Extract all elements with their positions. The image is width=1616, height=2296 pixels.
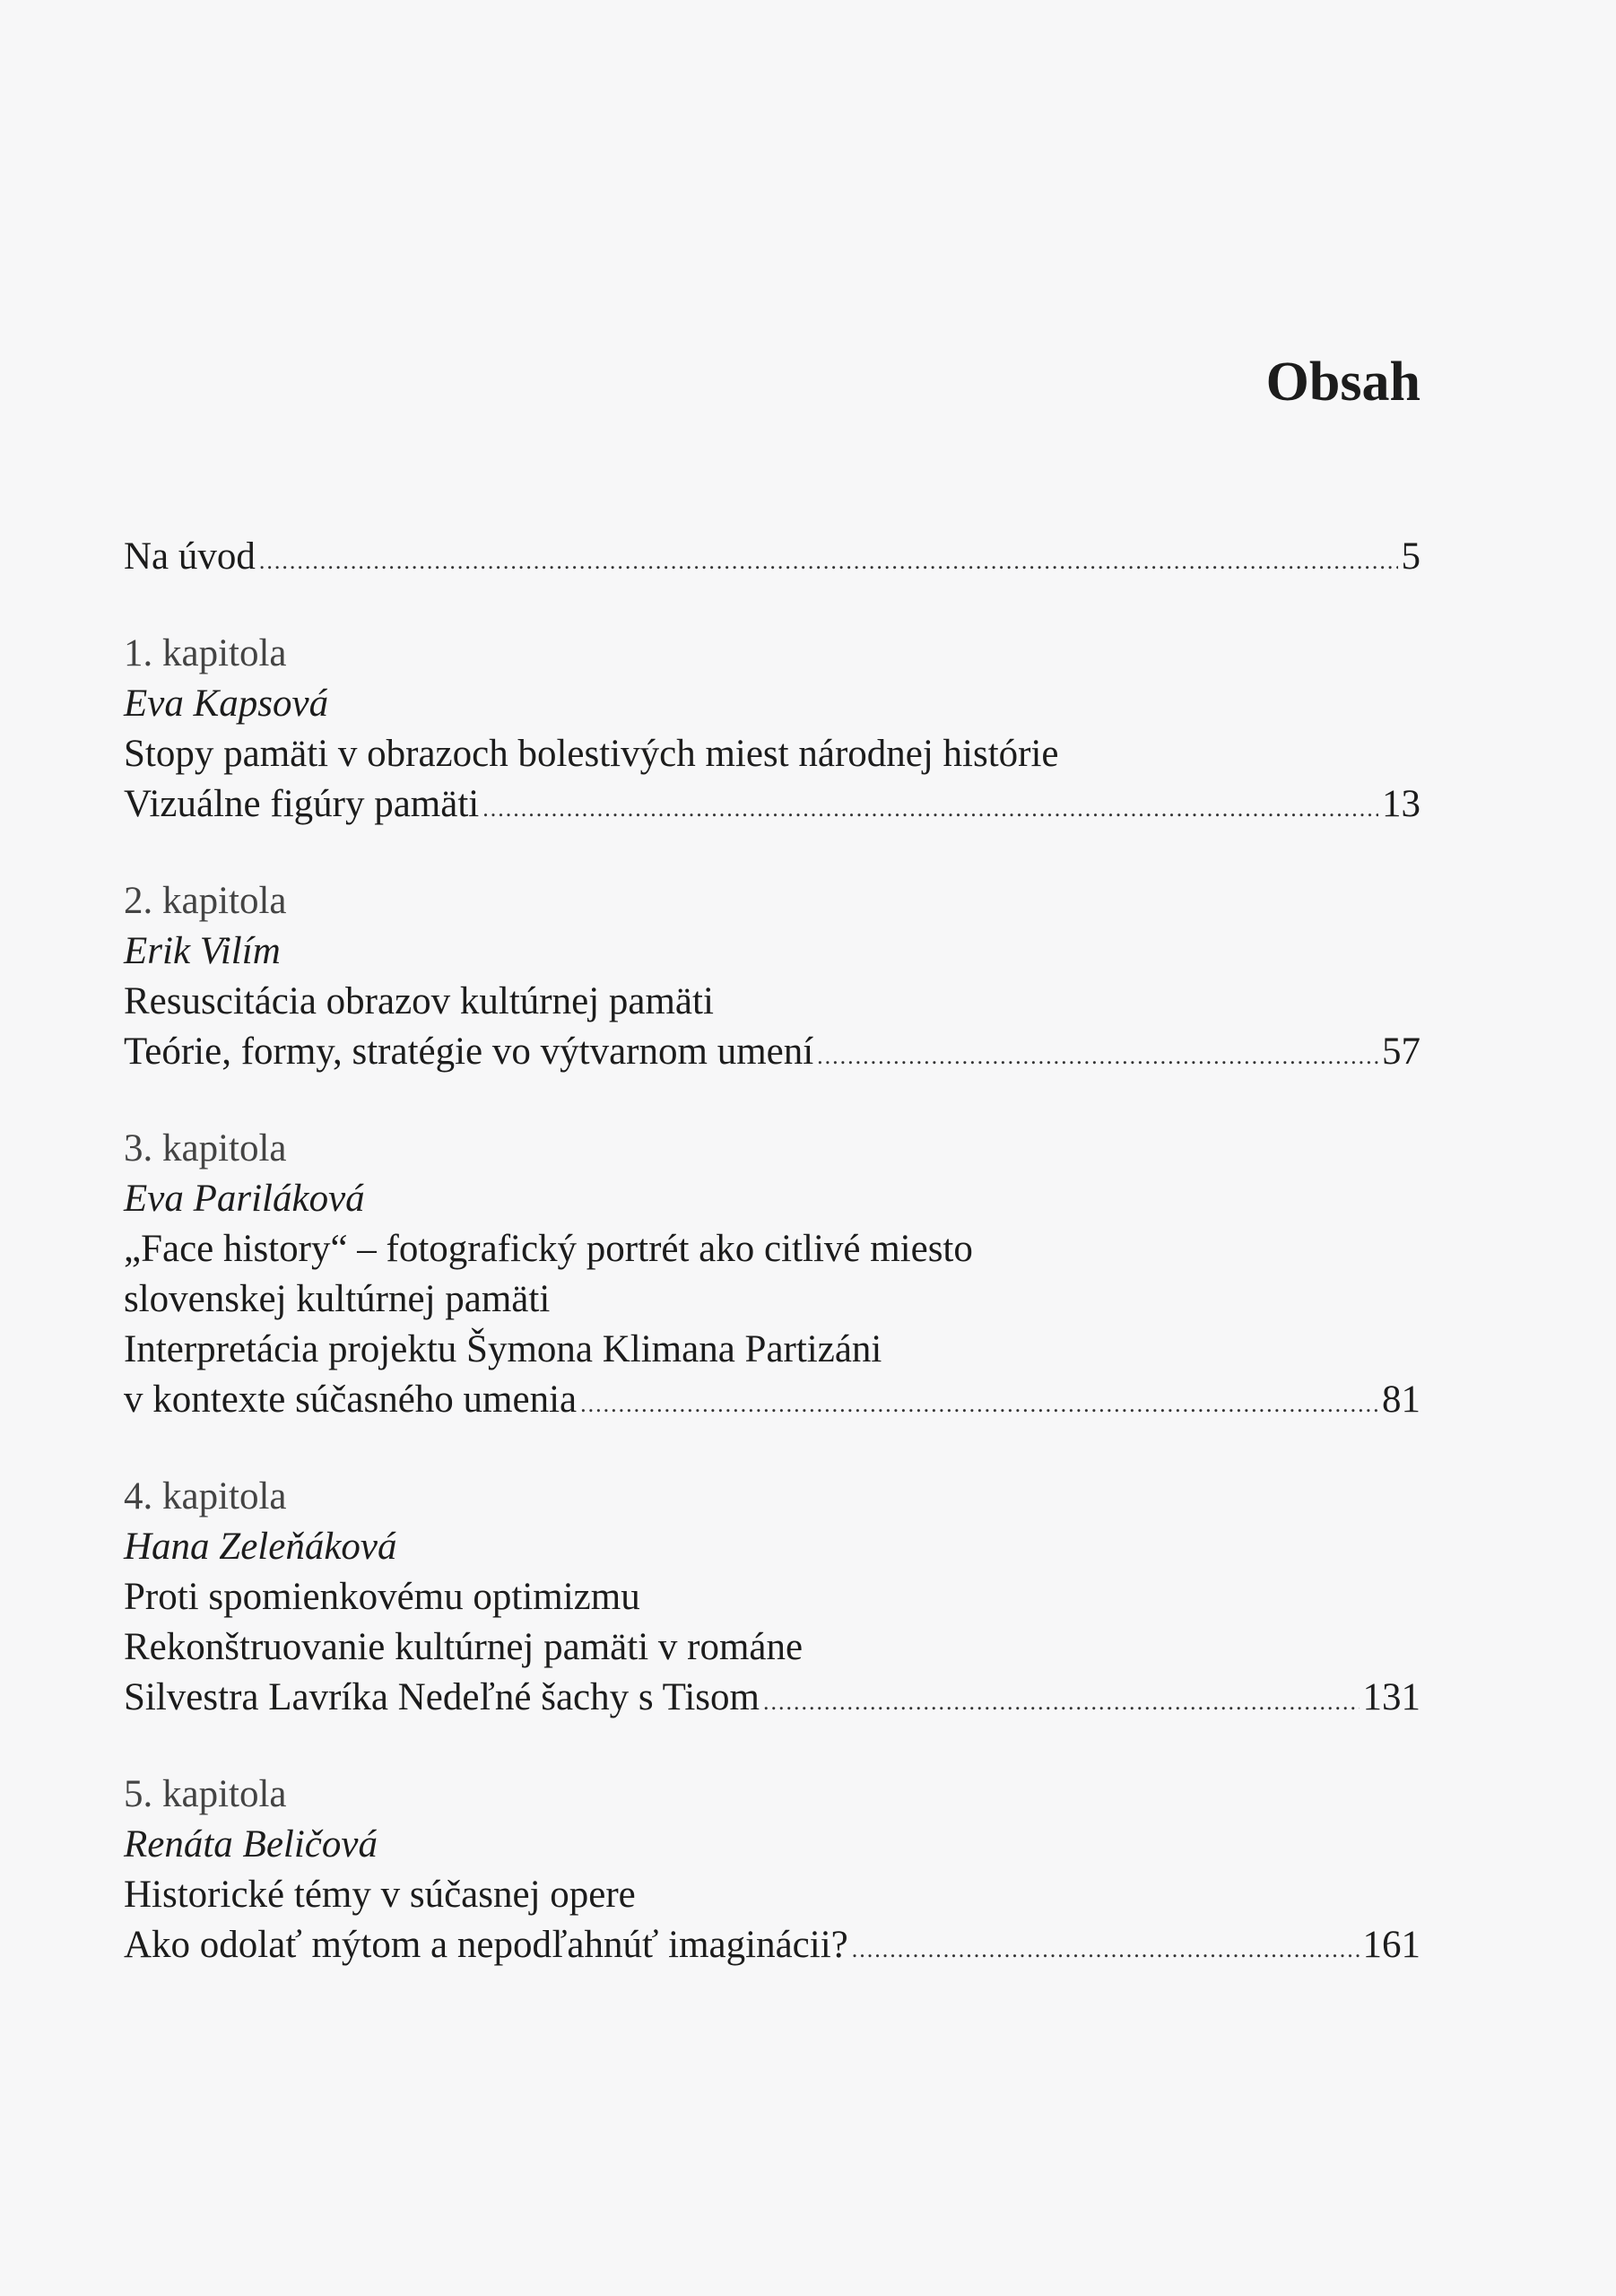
entry-title: Vizuálne figúry pamäti <box>124 783 480 825</box>
chapter-label: 3. kapitola <box>124 1127 287 1170</box>
toc-entry-intro <box>124 532 1421 582</box>
toc-chapter-2 <box>124 876 1421 1077</box>
entry-title: Teórie, formy, stratégie vo výtvarnom umení <box>124 1031 814 1073</box>
chapter-last-line <box>124 1027 1421 1077</box>
chapter-title-line: Proti spomienkovému optimizmu <box>124 1576 640 1618</box>
table-of-contents <box>124 532 1421 2017</box>
chapter-author: Eva Kapsová <box>124 683 329 725</box>
chapter-author: Eva Pariláková <box>124 1178 365 1220</box>
chapter-last-line <box>124 1673 1421 1723</box>
chapter-last-line <box>124 779 1421 830</box>
page-number: 57 <box>1382 1031 1421 1073</box>
page-number: 5 <box>1401 535 1421 578</box>
chapter-title-line: Rekonštruovanie kultúrnej pamäti v románe <box>124 1626 804 1668</box>
page-number: 13 <box>1382 783 1421 825</box>
dot-leader <box>817 1031 1378 1082</box>
chapter-label: 1. kapitola <box>124 632 287 674</box>
entry-title: Ako odolať mýtom a nepodľahnúť imaginácii? <box>124 1924 848 1966</box>
chapter-last-line <box>124 1920 1421 1970</box>
toc-chapter-4 <box>124 1472 1421 1723</box>
chapter-author: Erik Vilím <box>124 930 281 972</box>
chapter-author: Hana Zeleňáková <box>124 1526 397 1568</box>
toc-chapter-5 <box>124 1770 1421 1970</box>
entry-title: Silvestra Lavríka Nedeľné šachy s Tisom <box>124 1676 760 1718</box>
dot-leader <box>763 1677 1360 1727</box>
chapter-title-line: Interpretácia projektu Šymona Klimana Partizáni <box>124 1328 882 1370</box>
toc-chapter-1 <box>124 629 1421 830</box>
page-title: Obsah <box>1265 352 1421 413</box>
dot-leader <box>852 1925 1360 1975</box>
entry-title: Na úvod <box>124 535 256 578</box>
page-number: 81 <box>1382 1378 1421 1421</box>
page-number: 131 <box>1362 1676 1421 1718</box>
chapter-label: 2. kapitola <box>124 880 287 922</box>
chapter-title-line: „Face history“ – fotografický portrét ako citlivé miesto <box>124 1228 973 1270</box>
page-number: 161 <box>1362 1924 1421 1966</box>
chapter-title-line: Stopy pamäti v obrazoch bolestivých miest národnej histórie <box>124 733 1059 775</box>
chapter-last-line <box>124 1375 1421 1425</box>
chapter-title-line: Resuscitácia obrazov kultúrnej pamäti <box>124 980 714 1022</box>
chapter-author: Renáta Beličová <box>124 1823 378 1866</box>
chapter-label: 5. kapitola <box>124 1773 287 1815</box>
dot-leader <box>580 1379 1378 1430</box>
chapter-label: 4. kapitola <box>124 1475 287 1518</box>
entry-title: v kontexte súčasného umenia <box>124 1378 578 1421</box>
dot-leader <box>259 536 1398 587</box>
dot-leader <box>482 784 1378 834</box>
toc-chapter-3 <box>124 1124 1421 1425</box>
chapter-title-line: Historické témy v súčasnej opere <box>124 1874 636 1916</box>
chapter-title-line: slovenskej kultúrnej pamäti <box>124 1278 551 1320</box>
